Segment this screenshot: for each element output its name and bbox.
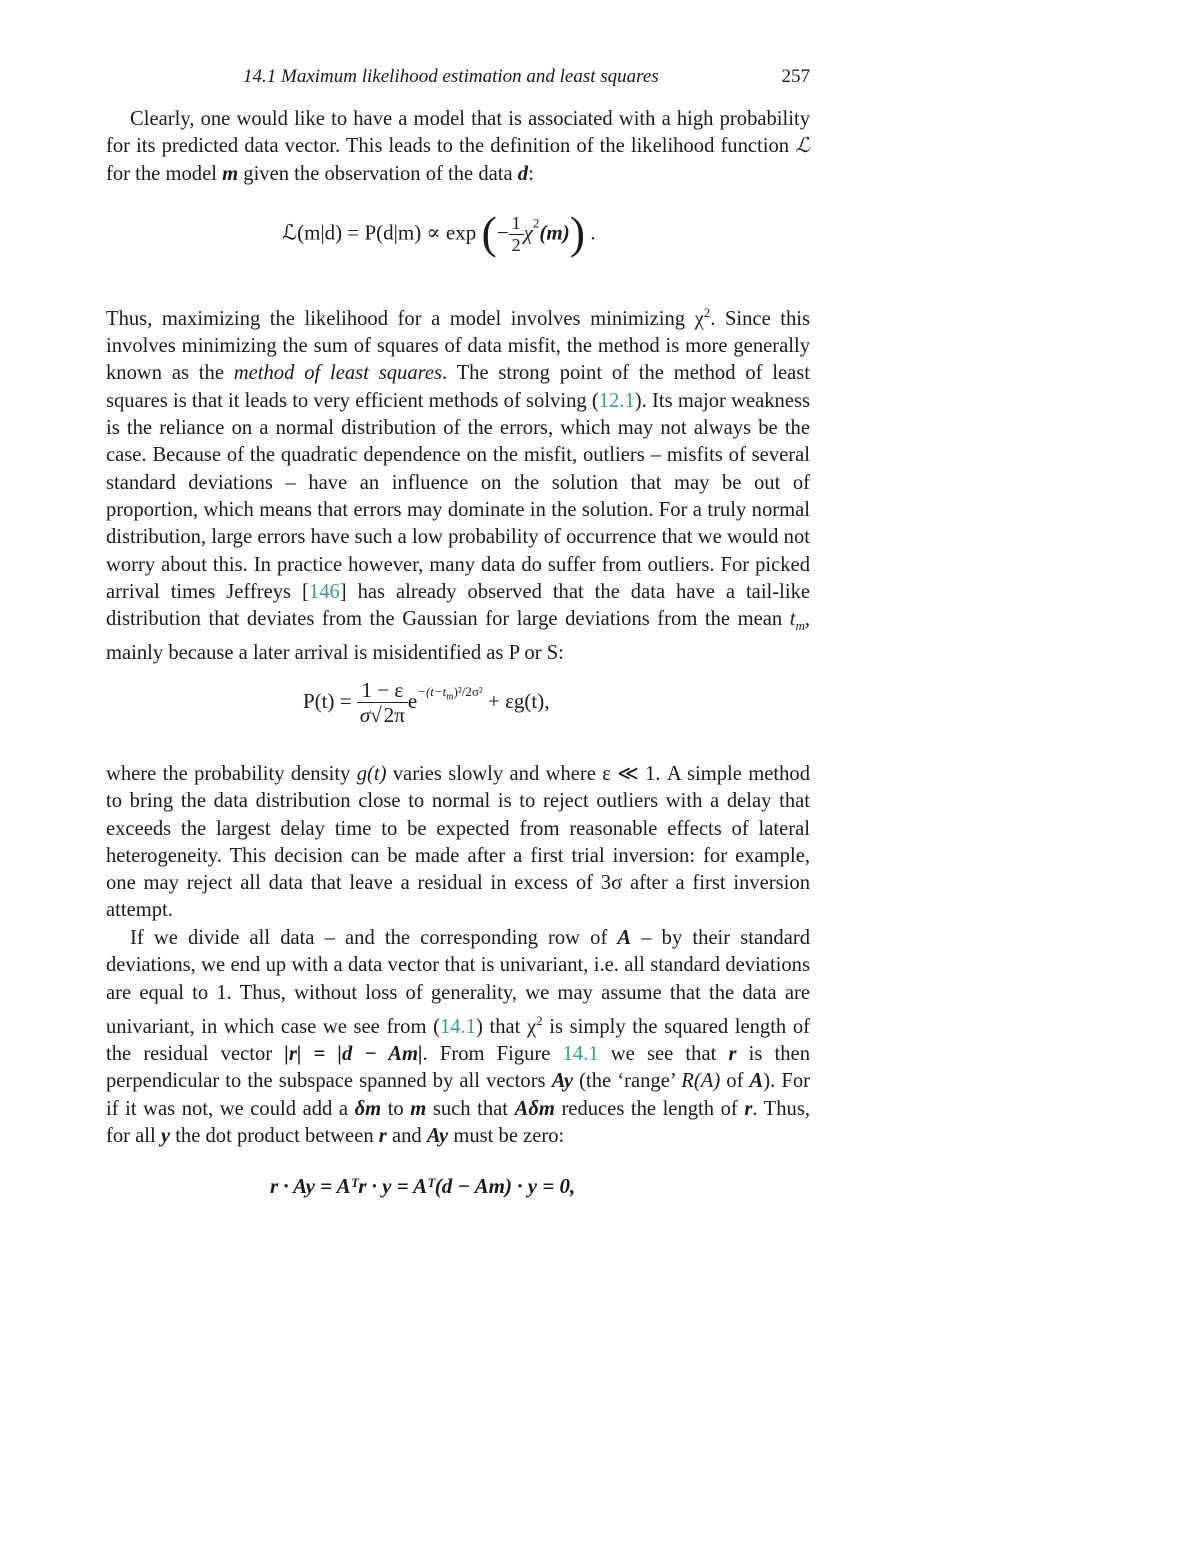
- figure-ref-14-1[interactable]: 14.1: [562, 1043, 599, 1066]
- paragraph-univariant: If we divide all data – and the corresponding row of A – by their standard deviations, we end up with a data vector that is univariant, i.e. all standard deviations are equal to 1. Thus, without loss of generality, we may assume that the data are univariant, in which case we see from (14.1) that $\chi^2$ is simply the squared length of the residual vector |r| = |d − Am|. From Figure 14.1 we see that r is then perpendicular to the subspace spanned by all vectors Ay (the ‘range’ R(A) of A). For if it was not, we could add a δm to m such that Aδm reduces the length of r. Thus, for all y the dot product between r and Ay must be zero:: [106, 927, 811, 1147]
- equation-ref-14-1[interactable]: 14.1: [439, 1015, 477, 1038]
- page-number: 257: [781, 66, 810, 87]
- equation-likelihood: ℒ(m|d) = P(d|m) ∝ exp (− $\frac{1}{2}$ $\chi^2(m)$) .: [282, 207, 596, 258]
- equation-arrival-distribution: P(t) = $\frac{1 - \varepsilon}{\sigma√2\pi}$ $e^{-(t-t_m)^2/2\sigma^2} + \varepsilon g(t)$,: [303, 678, 550, 728]
- paragraph-outliers: where the probability density g(t) varies slowly and where ε ≪ 1. A simple method to bring the data distribution close to normal is to reject outliers with a delay that exceeds the largest delay time to be expected from reasonable effects of lateral heterogeneity. This decision can be made after a first trial inversion: for example, one may reject all data that leave a residual in excess of 3σ after a first inversion attempt.: [106, 763, 811, 922]
- paragraph-likelihood-intro: Clearly, one would like to have a model that is associated with a high probability for its predicted data vector. This leads to the definition of the likelihood function ℒ for the model m given the observation of the data d:: [106, 108, 810, 185]
- running-head: 14.1 Maximum likelihood estimation and least squares: [243, 66, 659, 87]
- paragraph-least-squares: Thus, maximizing the likelihood for a model involves minimizing $\chi^2$. Since this involves minimizing the sum of squares of data misfit, the method is more generally known as the method of least squares. The strong point of the method of least squares is that it leads to very efficient methods of solving (12.1). Its major weakness is the reliance on a normal distribution of the errors, which may not always be the case. Because of the quadratic dependence on the misfit, outliers – misfits of several standard deviations – have an influence on the solution that may be out of proportion, which means that errors may dominate in the solution. For a truly normal distribution, large errors have such a low probability of occurrence that we would not worry about this. In practice however, many data do suffer from outliers. For picked arrival times Jeffreys [146] has already observed that the data have a tail-like distribution that deviates from the Gaussian for large deviations from the mean $t_m$, mainly because a later arrival is misidentified as P or S:: [106, 305, 811, 664]
- equation-ref-12-1[interactable]: 12.1: [598, 389, 635, 412]
- page-header: [106, 64, 810, 94]
- citation-146[interactable]: 146: [308, 580, 340, 603]
- equation-orthogonality: r · Ay = Aᵀr · y = Aᵀ(d − Am) · y = 0,: [270, 1174, 576, 1198]
